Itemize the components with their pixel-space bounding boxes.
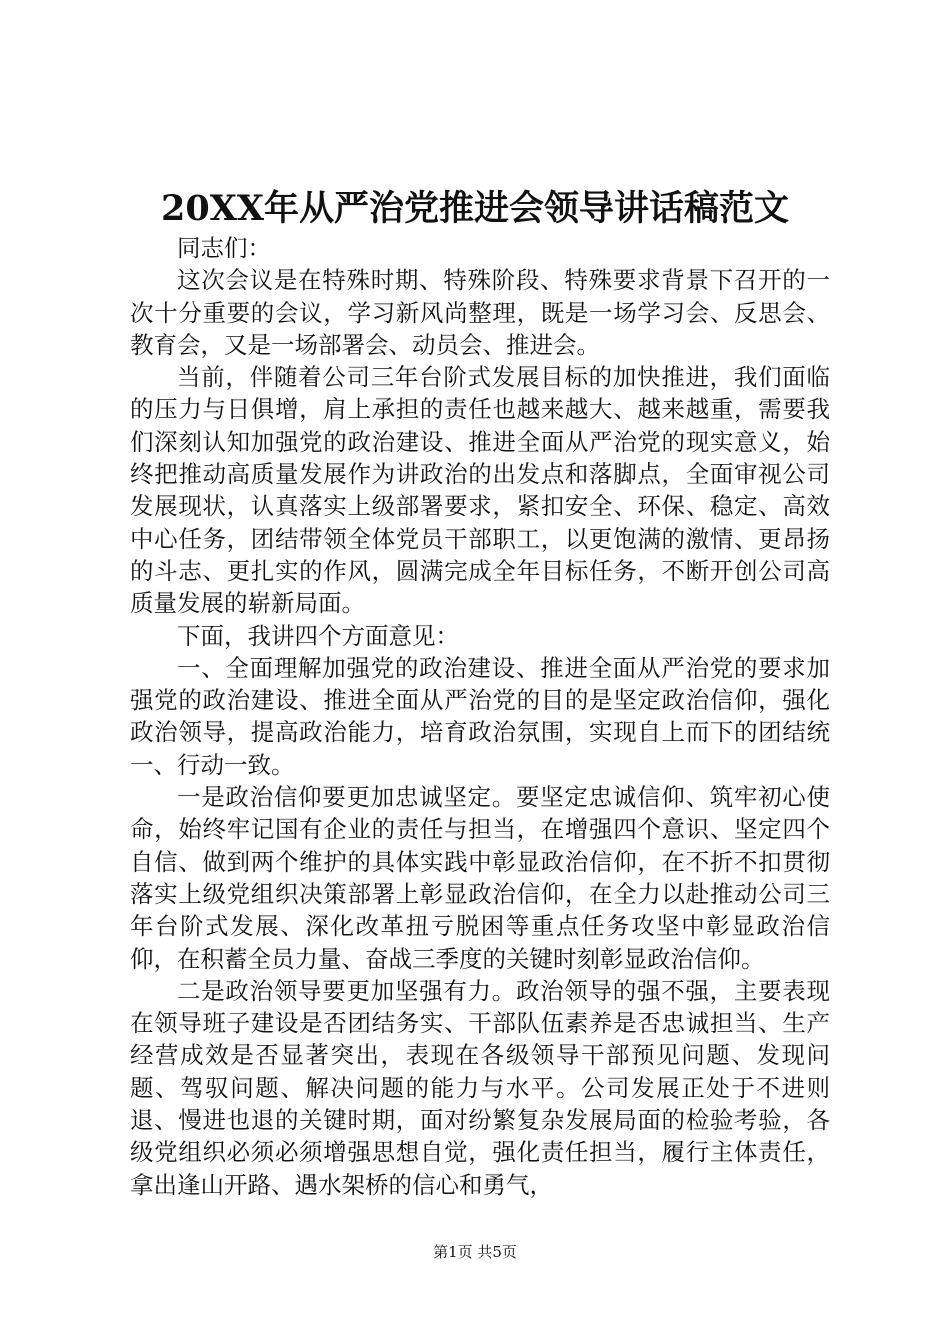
body-paragraph: 这次会议是在特殊时期、特殊阶段、特殊要求背景下召开的一次十分重要的会议，学习新风尚整理，既是一场学习会、反思会、教育会，又是一场部署会、动员会、推进会。 <box>130 266 830 359</box>
body-paragraph: 一是政治信仰要更加忠诚坚定。要坚定忠诚信仰、筑牢初心使命，始终牢记国有企业的责任与担当，在增强四个意识、坚定四个自信、做到两个维护的具体实践中彰显政治信仰，在不折不扣贯彻落实上级党组织决策部署上彰显政治信仰，在全力以赴推动公司三年台阶式发展、深化改革扭亏脱困等重点任务攻坚中彰显政治信仰，在积蓄全员力量、奋战三季度的关键时刻彰显政治信仰。 <box>130 783 830 973</box>
body-paragraph: 二是政治领导要更加坚强有力。政治领导的强不强，主要表现在领导班子建设是否团结务实、干部队伍素养是否忠诚担当、生产经营成效是否显著突出，表现在各级领导干部预见问题、发现问题、驾驭问题、解决问题的能力与水平。公司发展正处于不进则退、慢进也退的关键时期，面对纷繁复杂发展局面的检验考验，各级党组织必须必须增强思想自觉，强化责任担当，履行主体责任，拿出逢山开路、遇水架桥的信心和勇气， <box>130 976 830 1199</box>
body-paragraph: 下面，我讲四个方面意见： <box>177 621 459 650</box>
document-body <box>130 232 830 1201</box>
section-heading-paragraph: 一、全面理解加强党的政治建设、推进全面从严治党的要求加强党的政治建设、推进全面从严治党的目的是坚定政治信仰，强化政治领导，提高政治能力，培育政治氛围，实现自上而下的团结统一、行动一致。 <box>130 653 830 779</box>
page-number-footer: 第1页 共5页 <box>433 1243 517 1261</box>
salutation-paragraph: 同志们： <box>177 234 271 262</box>
body-paragraph: 当前，伴随着公司三年台阶式发展目标的加快推进，我们面临的压力与日俱增，肩上承担的责任也越来越大、越来越重，需要我们深刻认知加强党的政治建设、推进全面从严治党的现实意义，始终把推动高质量发展作为讲政治的出发点和落脚点，全面审视公司发展现状，认真落实上级部署要求，紧扣安全、环保、稳定、高效中心任务，团结带领全体党员干部职工，以更饱满的激情、更昂扬的斗志、更扎实的作风，圆满完成全年目标任务，不断开创公司高质量发展的崭新局面。 <box>130 363 830 618</box>
document-title: 20XX年从严治党推进会领导讲话稿范文 <box>160 188 790 229</box>
